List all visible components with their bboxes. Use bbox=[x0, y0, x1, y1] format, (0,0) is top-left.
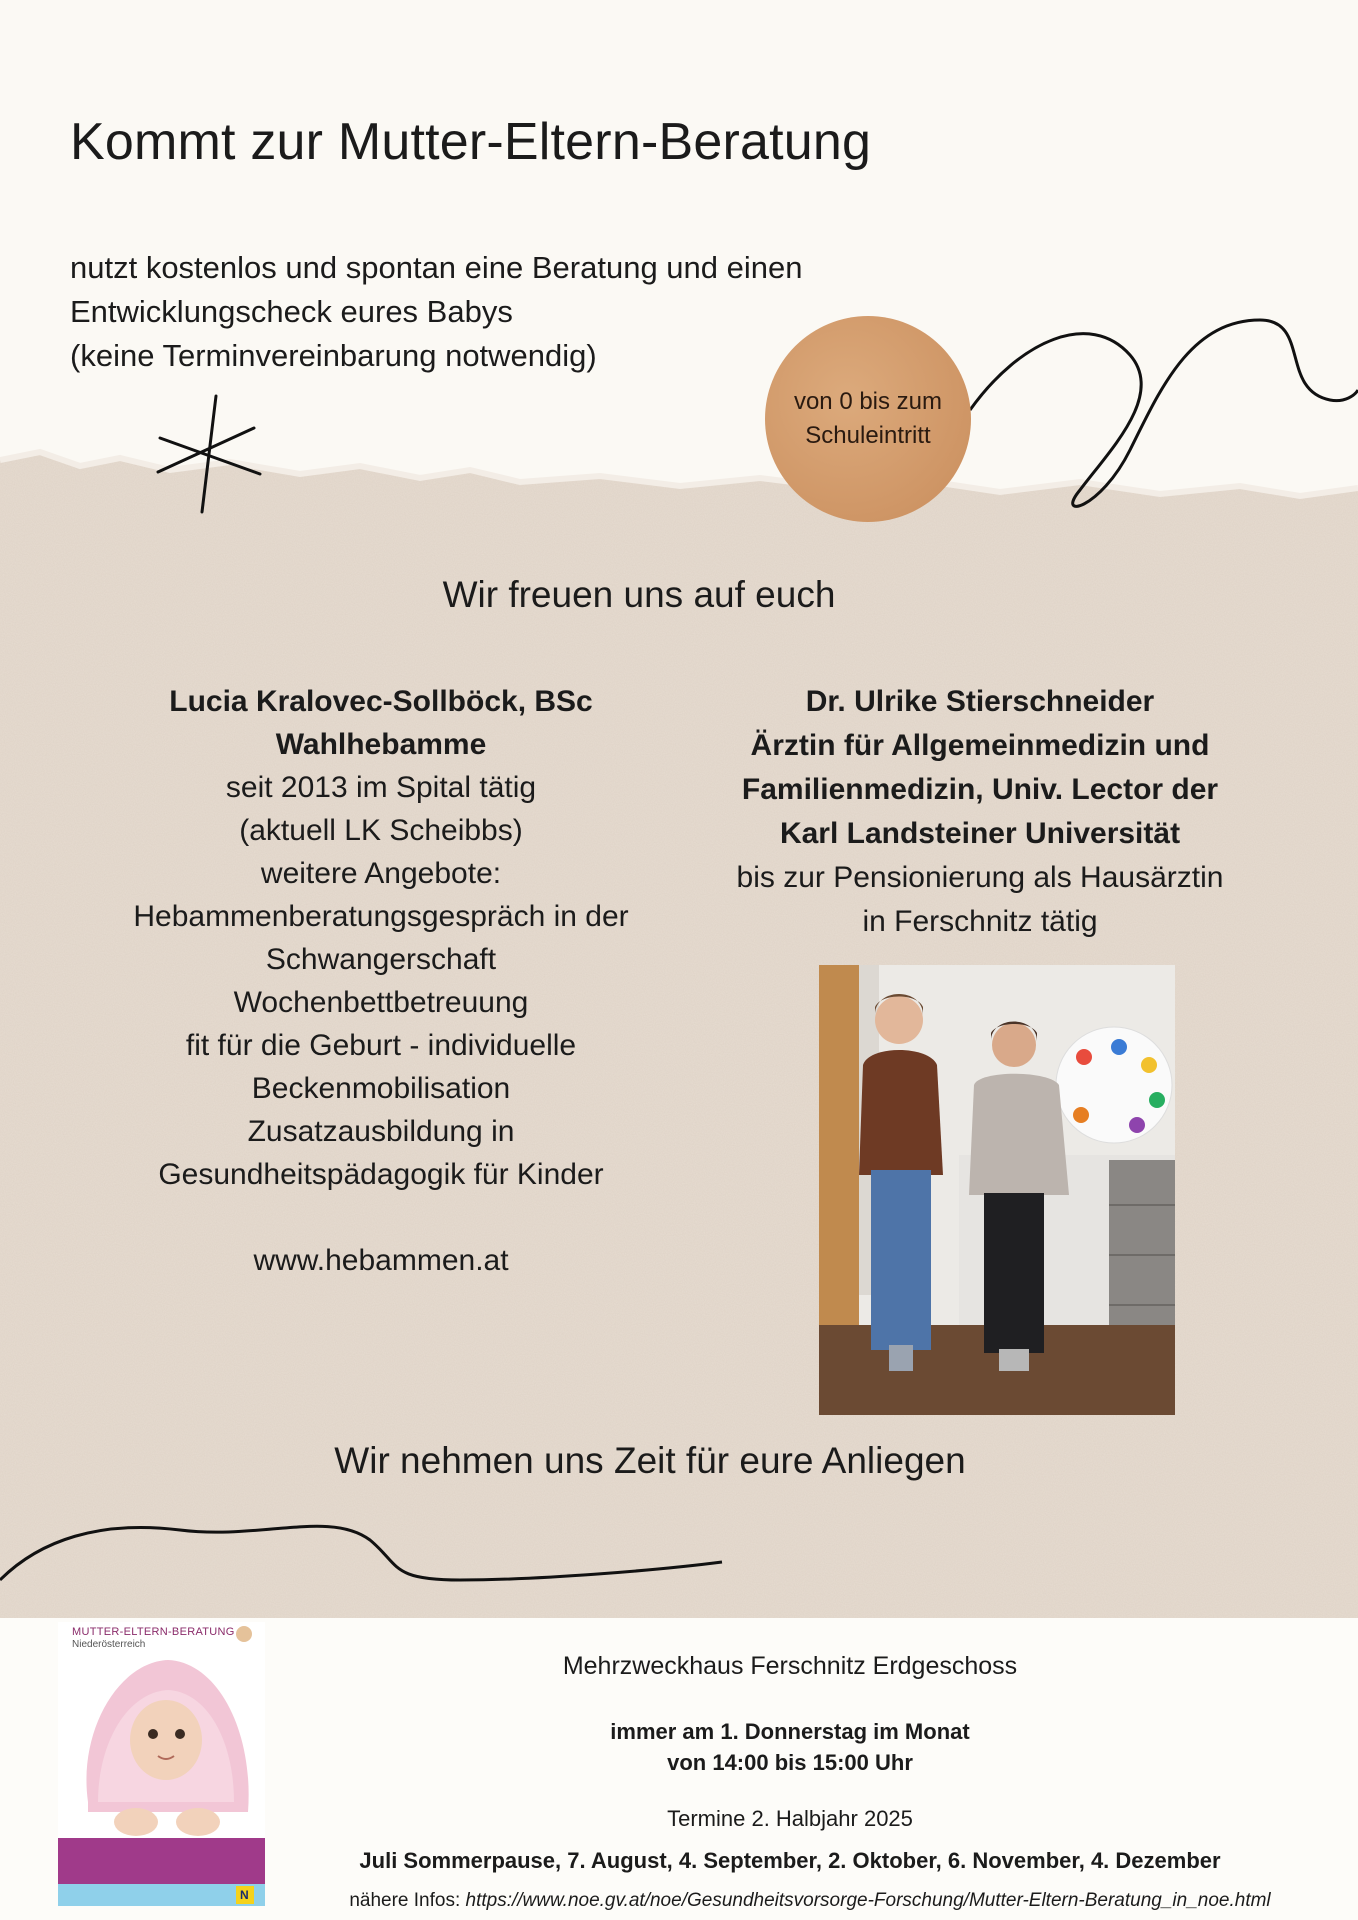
doctor-detail: bis zur Pensionierung als Hausärztin bbox=[736, 861, 1224, 894]
midwife-detail: Beckenmobilisation bbox=[251, 1072, 511, 1105]
mutter-eltern-beratung-logo bbox=[58, 1622, 265, 1906]
info-label: nähere Infos: bbox=[349, 1890, 461, 1911]
intro-line: nutzt kostenlos und spontan eine Beratung und einen bbox=[70, 250, 803, 285]
midwife-detail: (aktuell LK Scheibbs) bbox=[239, 814, 523, 847]
scribble-line-top bbox=[960, 300, 1358, 520]
logo-subtitle: Niederösterreich bbox=[72, 1639, 146, 1650]
midwife-detail: seit 2013 im Spital tätig bbox=[225, 771, 537, 804]
asterisk-doodle-icon bbox=[150, 392, 270, 516]
badge-line: Schuleintritt bbox=[805, 422, 931, 449]
schedule-day: immer am 1. Donnerstag im Monat bbox=[610, 1719, 970, 1744]
schedule-time: von 14:00 bis 15:00 Uhr bbox=[667, 1750, 913, 1775]
baby-illustration bbox=[58, 1622, 265, 1906]
dates-list: Juli Sommerpause, 7. August, 4. September, 2. Oktober, 6. November, 4. Dezember bbox=[359, 1848, 1221, 1873]
doctor-title: Ärztin für Allgemeinmedizin und bbox=[750, 729, 1210, 762]
intro-text bbox=[70, 246, 803, 378]
team-photo bbox=[819, 965, 1175, 1415]
midwife-detail: Gesundheitspädagogik für Kinder bbox=[158, 1158, 604, 1191]
age-badge bbox=[765, 316, 971, 522]
schedule bbox=[280, 1716, 1300, 1778]
scribble-line-bottom bbox=[0, 1500, 740, 1600]
midwife-detail: Schwangerschaft bbox=[265, 943, 497, 976]
doctor-name: Dr. Ulrike Stierschneider bbox=[805, 685, 1155, 718]
badge-line: von 0 bis zum bbox=[793, 388, 943, 415]
logo-title: MUTTER-ELTERN-BERATUNG bbox=[72, 1626, 235, 1638]
info-line bbox=[280, 1890, 1340, 1912]
midwife-detail: Wochenbettbetreuung bbox=[233, 986, 529, 1019]
doctor-title: Karl Landsteiner Universität bbox=[779, 817, 1181, 850]
doctor-detail: in Ferschnitz tätig bbox=[862, 905, 1098, 938]
intro-line: (keine Terminvereinbarung notwendig) bbox=[70, 338, 597, 373]
midwife-detail: weitere Angebote: bbox=[260, 857, 502, 890]
page-title: Kommt zur Mutter-Eltern-Beratung bbox=[70, 113, 872, 171]
logo-mark: N bbox=[240, 1888, 249, 1902]
dates-title: Termine 2. Halbjahr 2025 bbox=[667, 1806, 913, 1831]
midwife-detail: Hebammenberatungsgespräch in der bbox=[133, 900, 629, 933]
midwife-detail: fit für die Geburt - individuelle bbox=[185, 1029, 577, 1062]
midwife-column bbox=[80, 680, 682, 1282]
midwife-detail: Zusatzausbildung in bbox=[247, 1115, 515, 1148]
location: Mehrzweckhaus Ferschnitz Erdgeschoss bbox=[562, 1652, 1018, 1680]
midwife-name: Lucia Kralovec-Sollböck, BSc bbox=[169, 685, 593, 718]
tagline: Wir nehmen uns Zeit für eure Anliegen bbox=[334, 1440, 966, 1481]
welcome-heading: Wir freuen uns auf euch bbox=[442, 574, 836, 615]
intro-line: Entwicklungscheck eures Babys bbox=[70, 294, 513, 329]
info-url-link[interactable]: https://www.noe.gv.at/noe/Gesundheitsvorsorge-Forschung/Mutter-Eltern-Beratung_in_noe.html bbox=[465, 1890, 1271, 1911]
doctor-title: Familienmedizin, Univ. Lector der bbox=[741, 773, 1219, 806]
midwife-role: Wahlhebamme bbox=[275, 728, 487, 761]
doctor-column bbox=[690, 680, 1270, 944]
midwife-website-link[interactable]: www.hebammen.at bbox=[253, 1244, 509, 1277]
